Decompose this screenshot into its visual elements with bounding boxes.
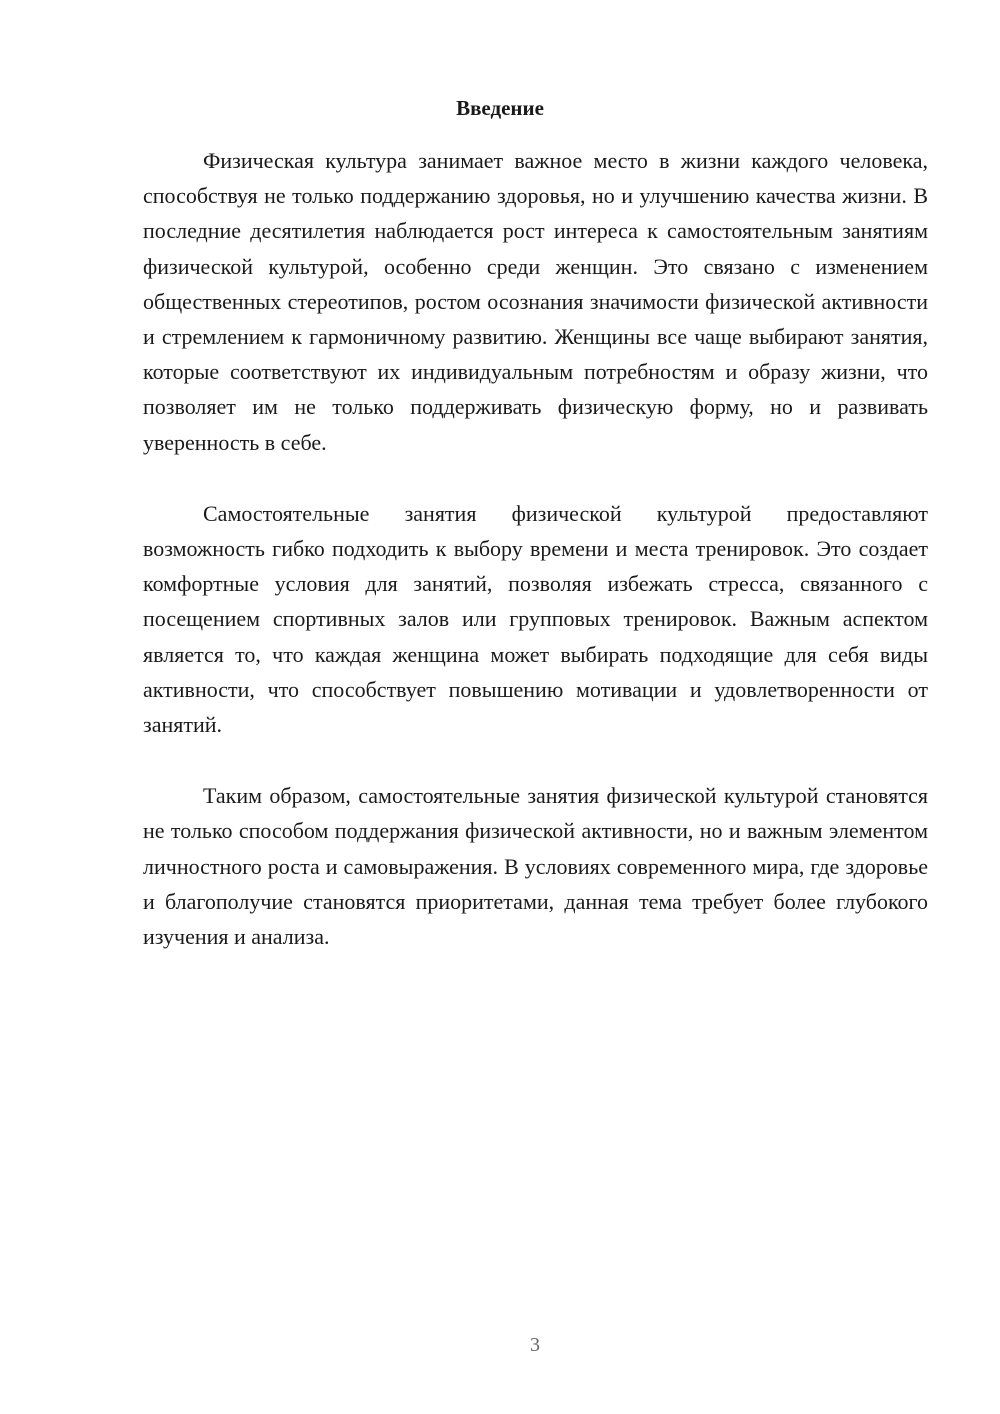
- page-title: Введение: [456, 96, 544, 120]
- page-number: 3: [530, 1334, 540, 1356]
- body-text: [143, 143, 928, 990]
- paragraph-3: Таким образом, самостоятельные занятия физической культурой становятся не только способом поддержания физической активности, но и важным элементом личностного роста и самовыражения. В условиях современного мира, где здоровье и благополучие становятся приоритетами, данная тема требует более глубокого изучения и анализа.: [143, 783, 928, 950]
- paragraph-1: Физическая культура занимает важное место в жизни каждого человека, способствуя не только поддержанию здоровья, но и улучшению качества жизни. В последние десятилетия наблюдается рост интереса к самостоятельным занятиям физической культурой, особенно среди женщин. Это связано с изменением общественных стереотипов, ростом осознания значимости физической активности и стремлением к гармоничному развитию. Женщины все чаще выбирают занятия, которые соответствуют их индивидуальным потребностям и образу жизни, что позволяет им не только поддерживать физическую форму, но и развивать уверенность в себе.: [143, 148, 928, 455]
- paragraph-2: Самостоятельные занятия физической культурой предоставляют возможность гибко подходить к выбору времени и места тренировок. Это создает комфортные условия для занятий, позволяя избежать стресса, связанного с посещением спортивных залов или групповых тренировок. Важным аспектом является то, что каждая женщина может выбирать подходящие для себя виды активности, что способствует повышению мотивации и удовлетворенности от занятий.: [143, 500, 928, 738]
